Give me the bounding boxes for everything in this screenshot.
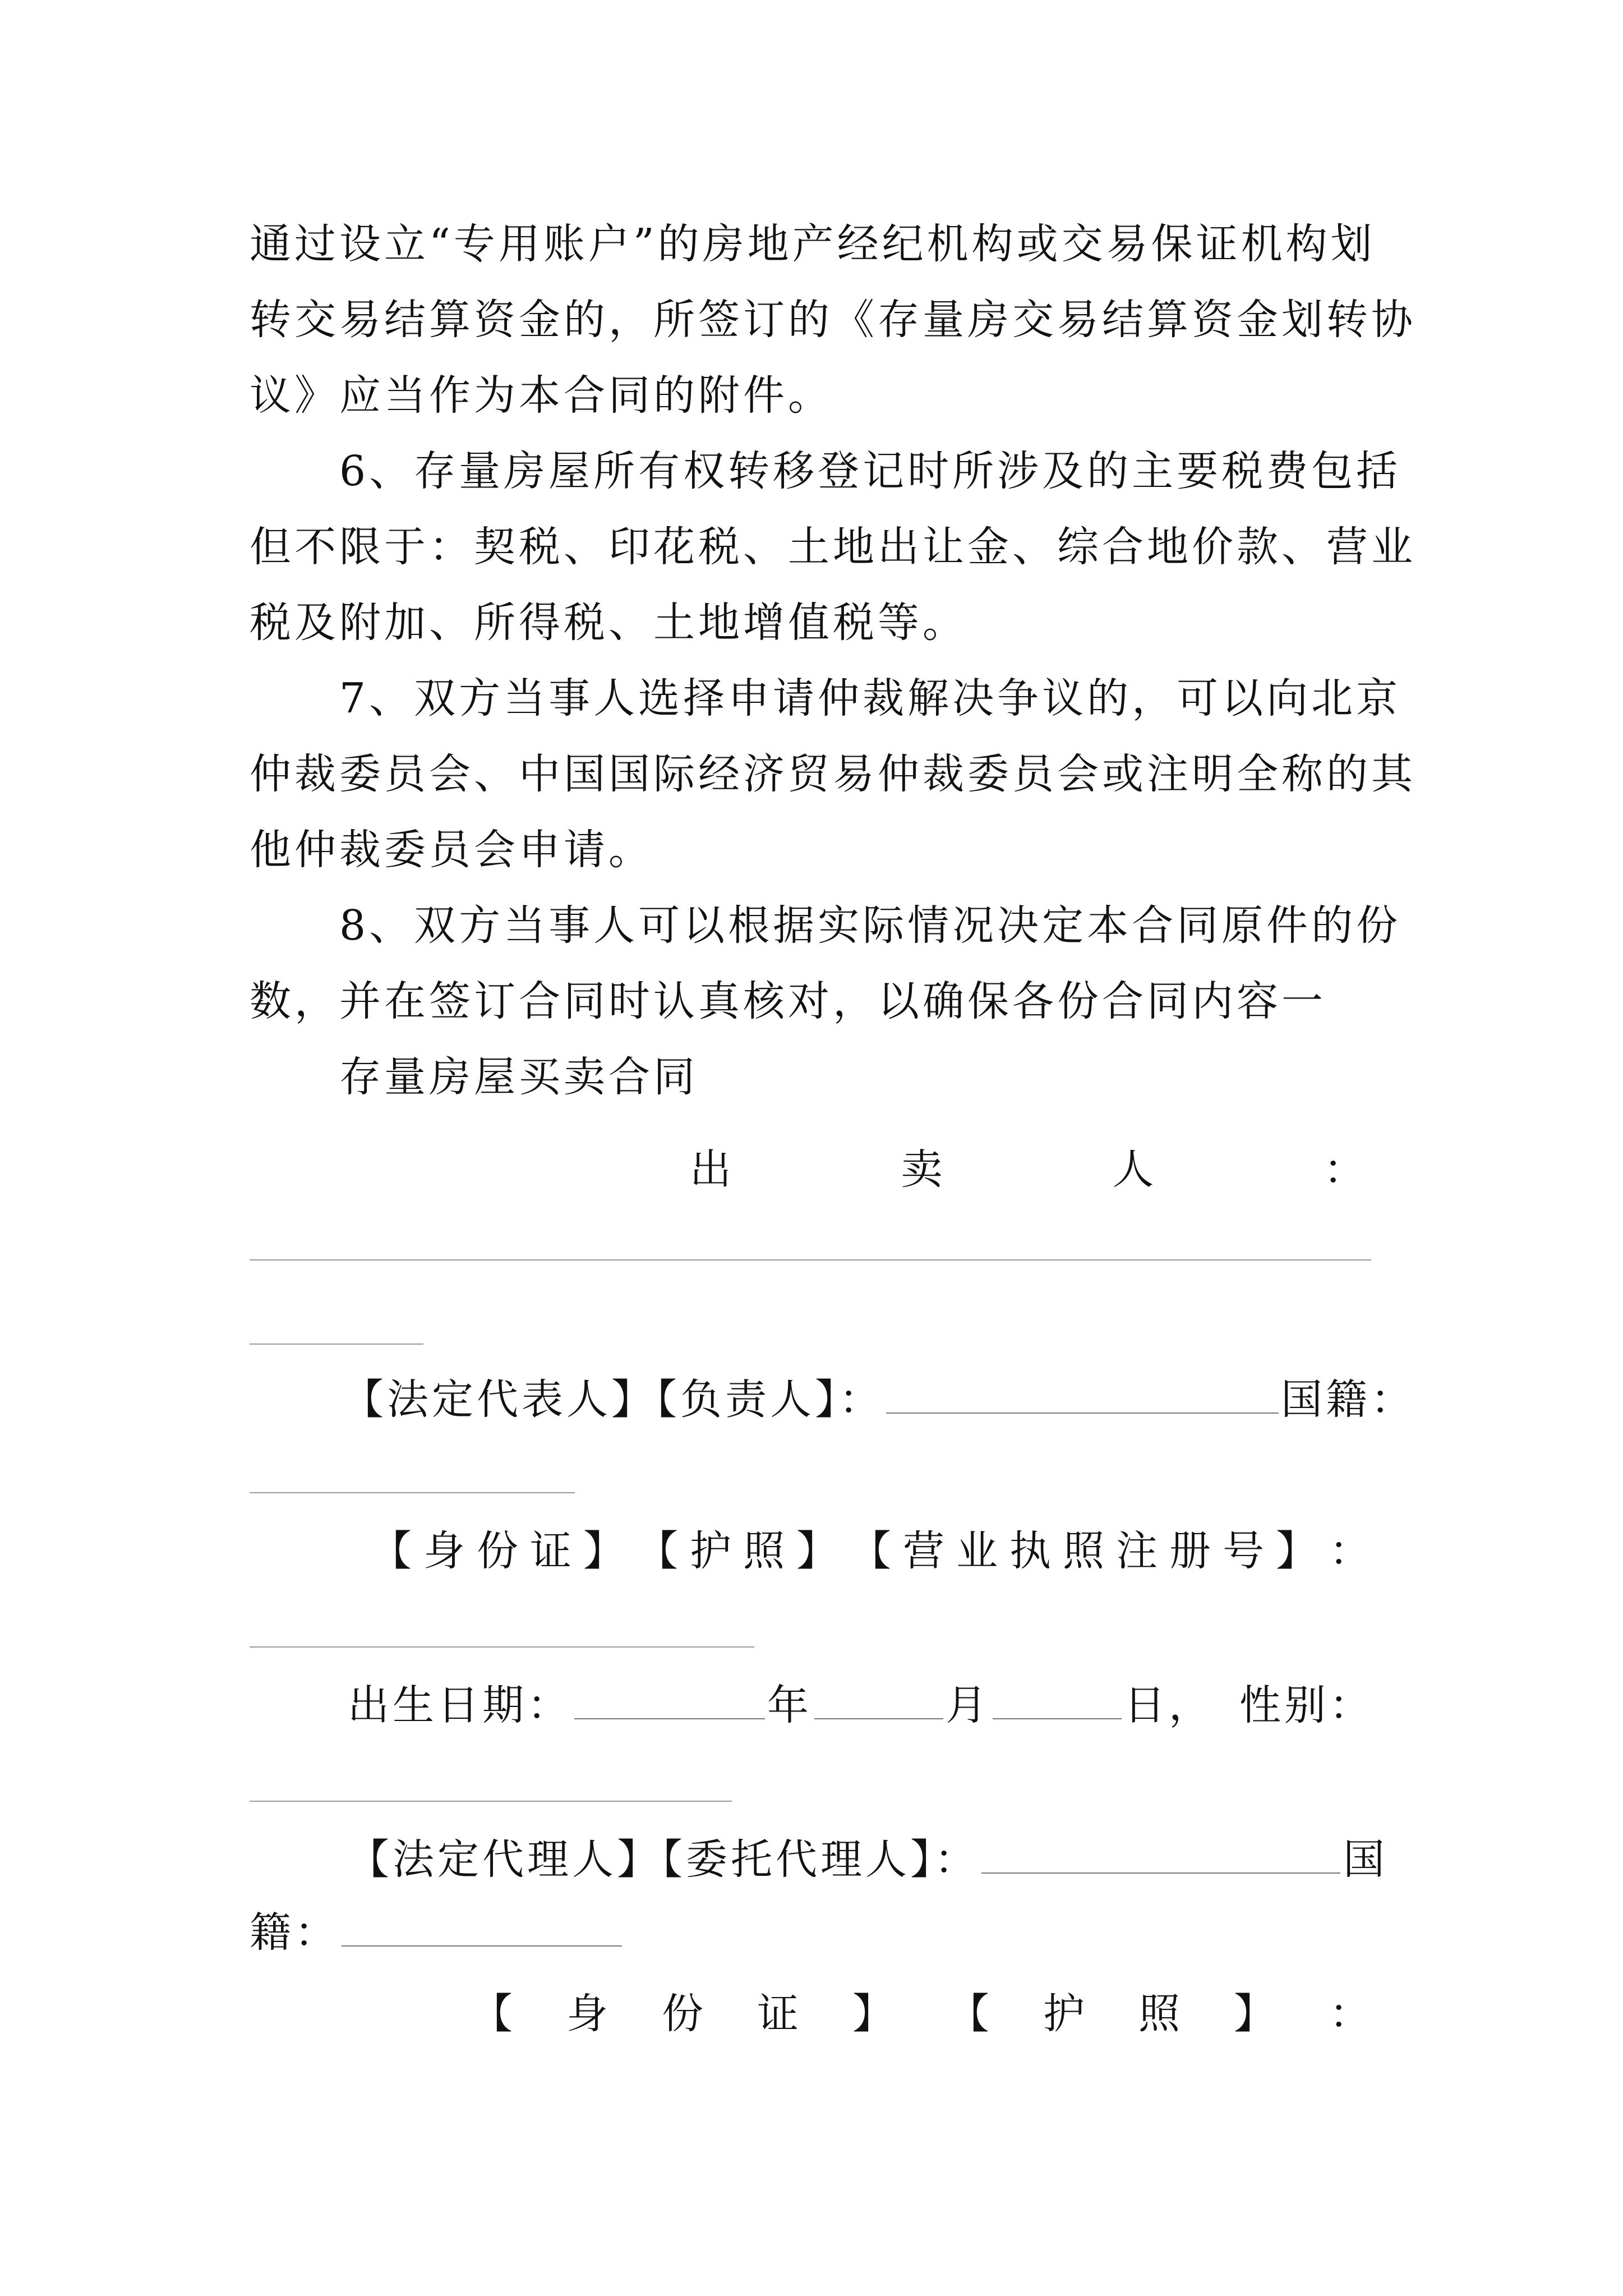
birth-month-blank xyxy=(814,1682,943,1719)
paragraph-6-line: 6、存量房屋所有权转移登记时所涉及的主要税费包括 xyxy=(339,447,1401,495)
id-label-char: 身 xyxy=(423,1527,468,1575)
gender-blank xyxy=(250,1801,732,1802)
agent-id-char: 照 xyxy=(1138,1990,1183,2038)
paragraph-7-line: 他仲裁委员会申请。 xyxy=(250,826,653,874)
agent-id-label xyxy=(471,1986,1374,2042)
seller-id-label xyxy=(370,1523,1374,1579)
seller-label-char: 人 xyxy=(1112,1145,1158,1194)
agent-id-char: 份 xyxy=(662,1990,707,2038)
agent-id-char: 身 xyxy=(566,1990,611,2038)
paragraph-line: 转交易结算资金的，所签订的《存量房交易结算资金划转协 xyxy=(250,296,1416,344)
legal-rep-row xyxy=(342,1372,1415,1428)
legal-rep-blank xyxy=(886,1377,1279,1414)
agent-nationality-label: 籍： xyxy=(250,1908,339,1957)
agent-row xyxy=(348,1832,1388,1888)
paragraph-7-line: 仲裁委员会、中国国际经济贸易仲裁委员会或注明全称的其 xyxy=(250,750,1416,798)
seller-name-blank-cont xyxy=(250,1343,423,1345)
seller-label-char: 卖 xyxy=(901,1145,946,1194)
id-label-char: 营 xyxy=(903,1527,948,1575)
agent-nationality-label: 国 xyxy=(1343,1835,1388,1884)
agent-id-char: 证 xyxy=(757,1990,802,2038)
day-label: 日， xyxy=(1124,1681,1214,1729)
paragraph-line: 议》应当作为本合同的附件。 xyxy=(250,371,833,420)
agent-nationality-row xyxy=(250,1904,1388,1961)
seller-name-blank xyxy=(250,1259,1371,1260)
birth-date-group xyxy=(348,1677,1214,1733)
legal-rep-label: 【法定代表人】【负责人】： xyxy=(342,1375,884,1424)
id-label-char: 】 xyxy=(583,1527,628,1575)
paragraph-8-line: 8、双方当事人可以根据实际情况决定本合同原件的份 xyxy=(339,901,1401,950)
id-label-char: 】 xyxy=(1276,1527,1321,1575)
gender-label: 性别： xyxy=(1239,1681,1374,1729)
agent-group xyxy=(348,1832,1343,1888)
id-label-char: 照 xyxy=(1063,1527,1108,1575)
agent-nationality-blank xyxy=(342,1910,622,1947)
year-label: 年 xyxy=(767,1681,812,1729)
id-label-char: 证 xyxy=(530,1527,575,1575)
id-label-char: 份 xyxy=(477,1527,522,1575)
id-label-char: 【 xyxy=(850,1527,895,1575)
seller-label xyxy=(690,1142,1368,1198)
birth-gender-row xyxy=(348,1677,1374,1733)
id-label-char: 业 xyxy=(956,1527,1001,1575)
agent-id-char: 】 xyxy=(1234,1990,1279,2038)
agent-label: 【法定代理人】【委托代理人】： xyxy=(348,1835,979,1884)
agent-id-char: 】 xyxy=(852,1990,897,2038)
paragraph-6-line: 税及附加、所得税、土地增值税等。 xyxy=(250,599,967,647)
nationality-blank xyxy=(250,1492,575,1493)
agent-id-char: ： xyxy=(1329,1990,1374,2038)
paragraph-7-line: 7、双方当事人选择申请仲裁解决争议的，可以向北京 xyxy=(339,674,1401,723)
paragraph-6-line: 但不限于：契税、印花税、土地出让金、综合地价款、营业 xyxy=(250,523,1416,571)
contract-title: 存量房屋买卖合同 xyxy=(339,1053,698,1101)
id-label-char: 执 xyxy=(1009,1527,1054,1575)
seller-label-char: 出 xyxy=(690,1145,735,1194)
nationality-label: 国籍： xyxy=(1281,1375,1415,1424)
id-label-char: 护 xyxy=(690,1527,735,1575)
id-label-char: 注 xyxy=(1116,1527,1161,1575)
id-number-blank xyxy=(250,1646,754,1648)
birth-day-blank xyxy=(993,1682,1122,1719)
id-label-char: 号 xyxy=(1223,1527,1267,1575)
id-label-char: 】 xyxy=(796,1527,841,1575)
agent-id-char: 【 xyxy=(471,1990,516,2038)
id-label-char: 照 xyxy=(743,1527,788,1575)
paragraph-8-line: 数，并在签订合同时认真核对，以确保各份合同内容一 xyxy=(250,977,1326,1025)
id-label-char: 册 xyxy=(1169,1527,1214,1575)
id-label-char: 【 xyxy=(637,1527,681,1575)
birth-year-blank xyxy=(574,1682,765,1719)
id-label-char: 【 xyxy=(370,1527,415,1575)
agent-id-char: 护 xyxy=(1043,1990,1088,2038)
birth-date-label: 出生日期： xyxy=(348,1681,572,1729)
paragraph-line: 通过设立“专用账户”的房地产经纪机构或交易保证机构划 xyxy=(250,220,1376,268)
agent-id-char: 【 xyxy=(948,1990,993,2038)
id-label-char: ： xyxy=(1329,1527,1374,1575)
month-label: 月 xyxy=(946,1681,990,1729)
agent-name-blank xyxy=(981,1837,1340,1874)
seller-label-char: ： xyxy=(1323,1145,1368,1194)
